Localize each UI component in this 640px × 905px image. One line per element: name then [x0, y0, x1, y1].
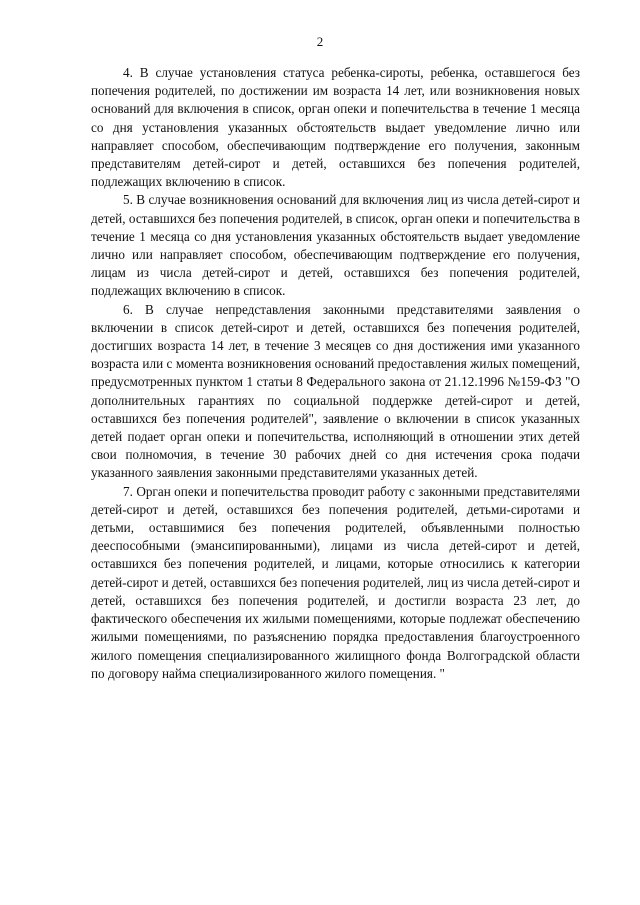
paragraph-6: 6. В случае непредставления законными представителями заявления о включении в список детей-сирот и детей, оставшихся без попечения родителей, достигших возраста 14 лет, в течение 3 месяцев со дня достижения ими указанного возраста или с момента возникновения оснований предоставления жилых помещений, предусмотренных пунктом 1 статьи 8 Федерального закона от 21.12.1996 №159-ФЗ "О дополнительных гарантиях по социальной поддержке детей-сирот и детей, оставшихся без попечения родителей", заявление о включении в список указанных детей подает орган опеки и попечительства, исполняющий в отношении этих детей свои полномочия, в течение 30 рабочих дней со дня истечения срока подачи указанного заявления законными представителями указанных детей. [91, 301, 580, 481]
paragraph-4: 4. В случае установления статуса ребенка-сироты, ребенка, оставшегося без попечения родителей, по достижении им возраста 14 лет, или возникновения новых оснований для включения в список, орган опеки и попечительства в течение 1 месяца со дня установления указанных обстоятельств выдает уведомление лично или направляет способом, обеспечивающим подтверждение его получения, законным представителям детей-сирот и детей, оставшихся без попечения родителей, подлежащих включению в список. [91, 65, 580, 190]
document-body [91, 64, 580, 683]
page-number: 2 [316, 34, 324, 49]
paragraph-7: 7. Орган опеки и попечительства проводит работу с законными представителями детей-сирот и детей, оставшихся без попечения родителей, детьми-сиротами и детьми, оставшимися без попечения родителей, объявленными полностью дееспособными (эмансипированными), лицами из числа детей-сирот и детей, оставшихся без попечения родителей, и лицами, которые относились к категории детей-сирот и детей, оставшихся без попечения родителей, лиц из числа детей-сирот и детей, оставшихся без попечения родителей, и достигли возраста 23 лет, до фактического обеспечения их жилыми помещениями, которые подлежат обеспечению жилыми помещениями, по разъяснению порядка предоставления благоустроенного жилого помещения специализированного жилищного фонда Волгоградской области по договору найма специализированного жилого помещения. " [91, 483, 580, 681]
paragraph-5: 5. В случае возникновения оснований для включения лиц из числа детей-сирот и детей, оставшихся без попечения родителей, в список, орган опеки и попечительства в течение 1 месяца со дня установления указанных обстоятельств выдает уведомление лично или направляет способом, обеспечивающим подтверждение его получения, лицам из числа детей-сирот и детей, оставшихся без попечения родителей, подлежащих включению в список. [91, 192, 580, 299]
